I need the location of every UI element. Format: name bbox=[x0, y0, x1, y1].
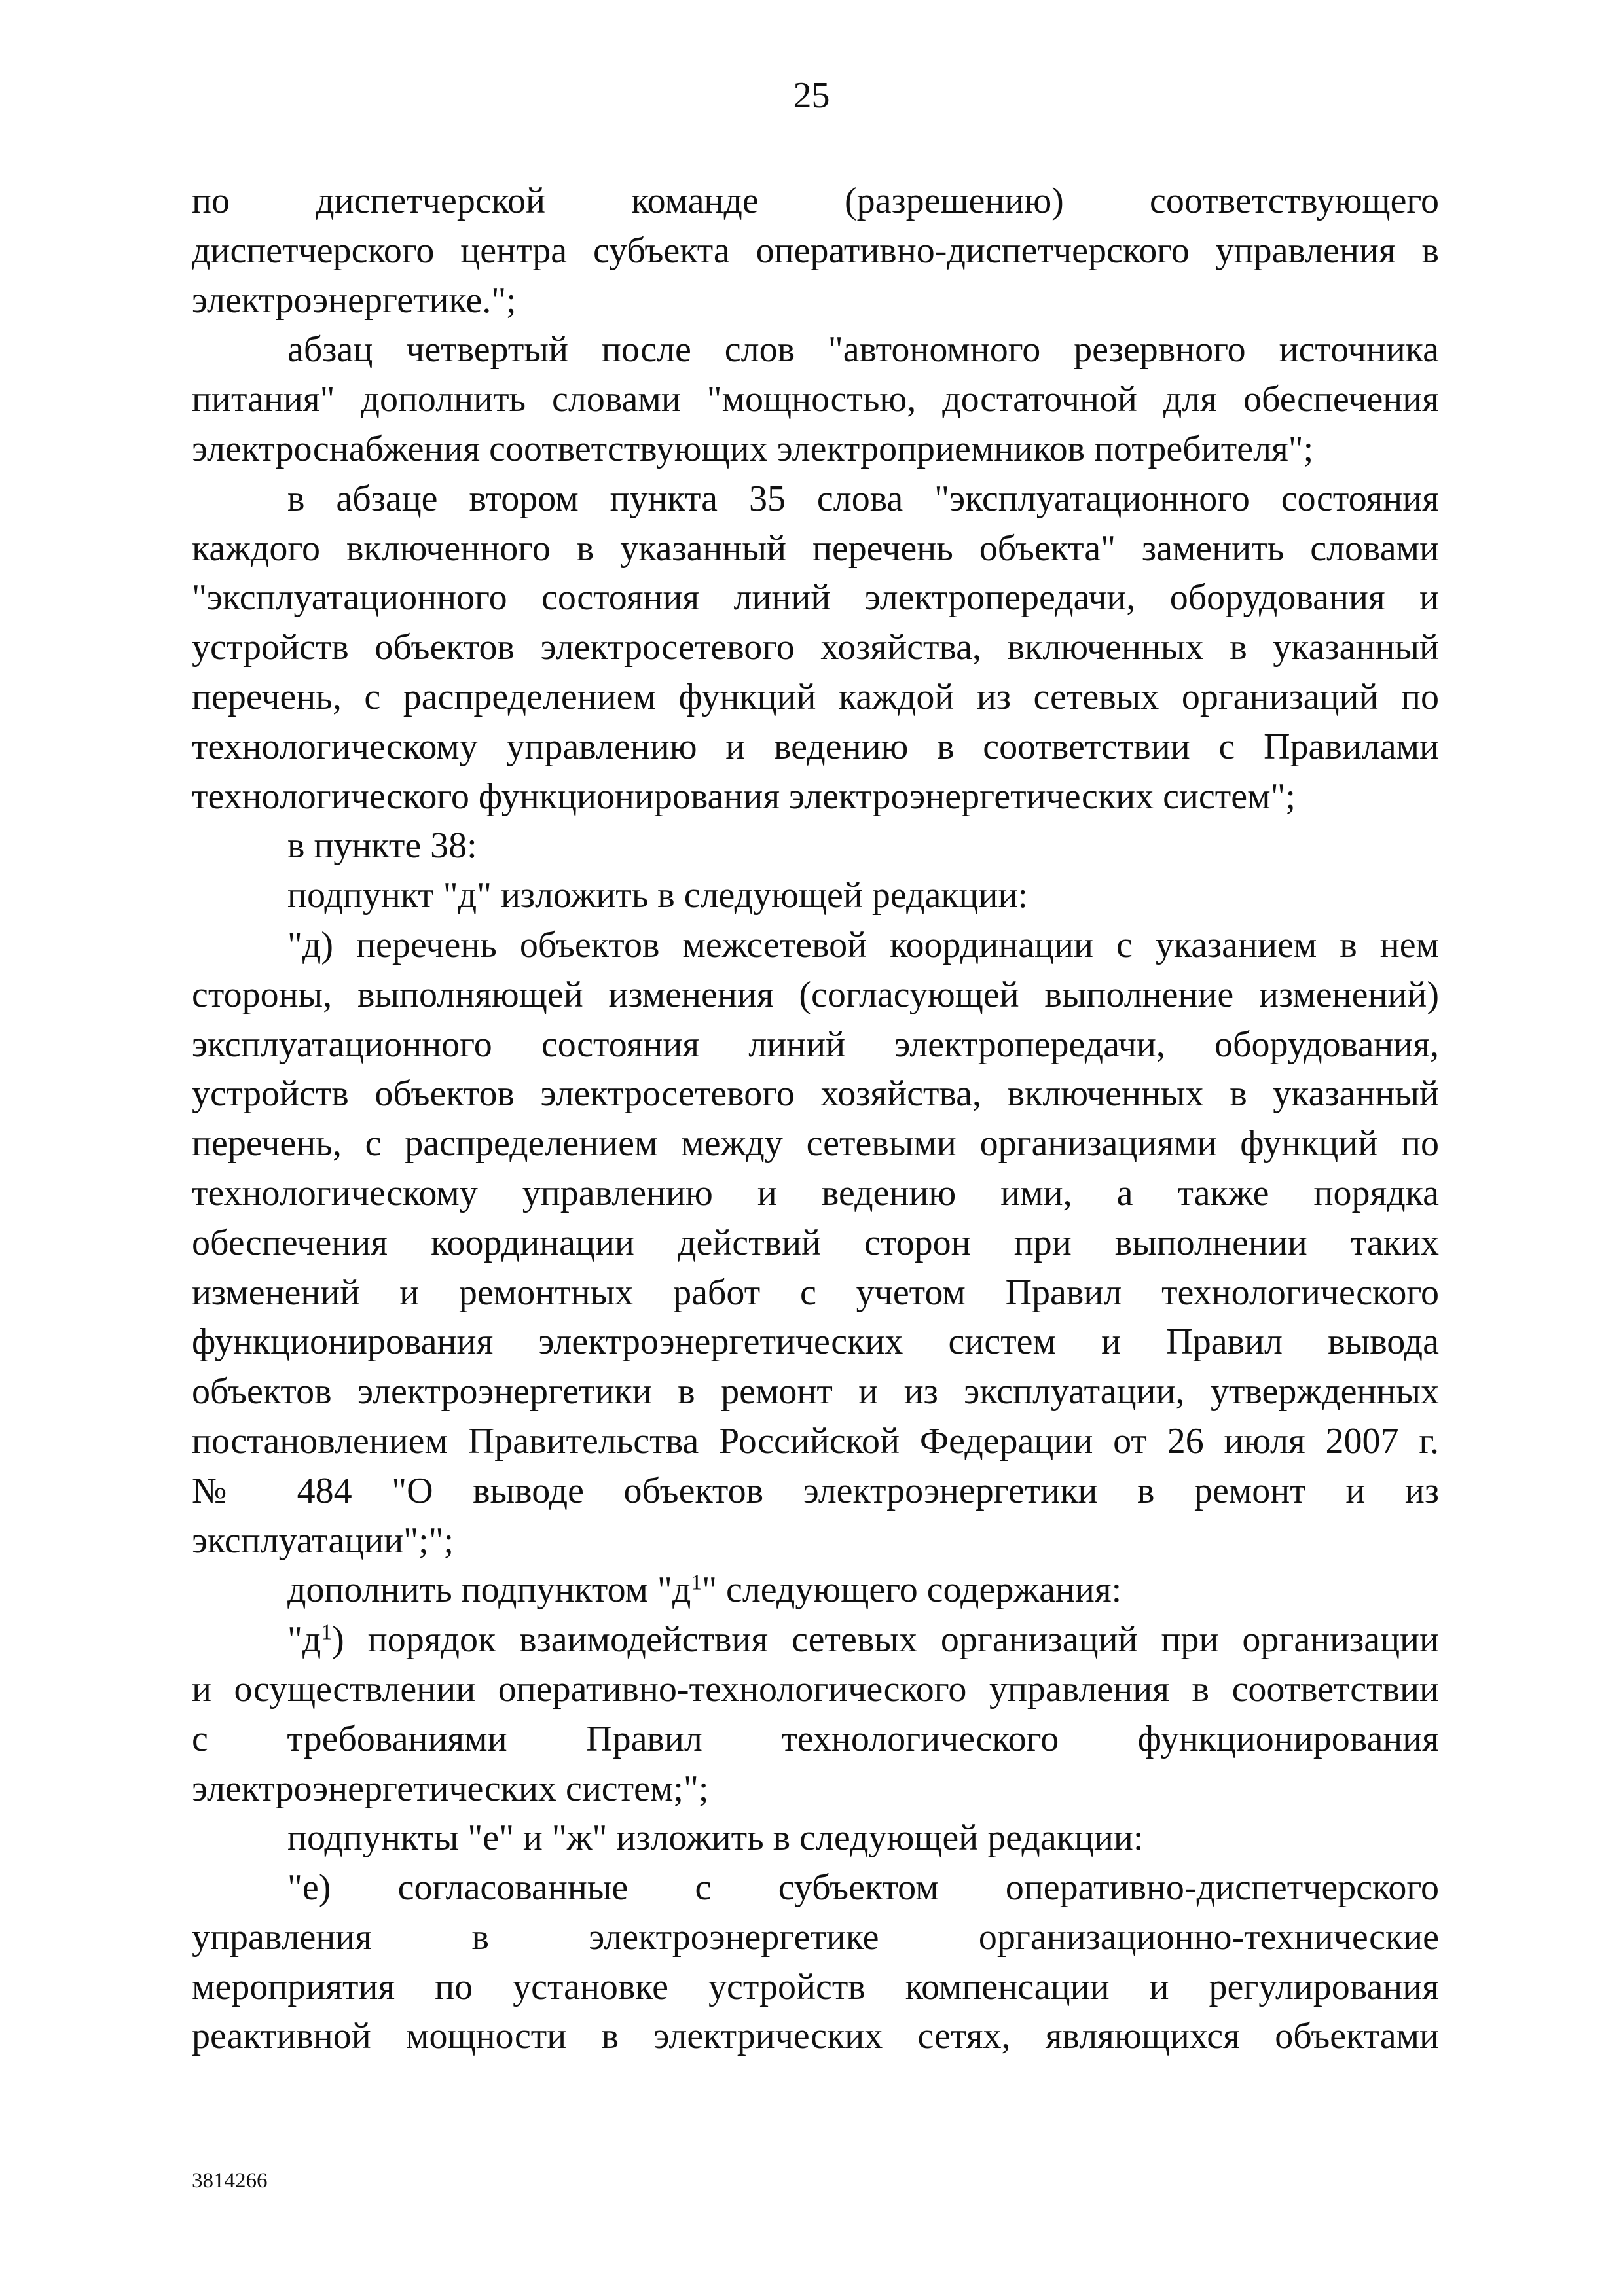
text-line: каждого включенного в указанный перечень объекта" заменить словами bbox=[192, 528, 1439, 569]
superscript: 1 bbox=[691, 1570, 702, 1595]
text-line: технологического функционирования электроэнергетических систем"; bbox=[192, 776, 1296, 817]
text-fragment: "д bbox=[287, 1619, 321, 1660]
text-line: обеспечения координации действий сторон при выполнении таких bbox=[192, 1222, 1439, 1263]
paragraph-start-line: в абзаце втором пункта 35 слова "эксплуатационного состояния bbox=[287, 478, 1439, 519]
text-line: реактивной мощности в электрических сетях, являющихся объектами bbox=[192, 2016, 1439, 2057]
text-line: эксплуатации";"; bbox=[192, 1520, 454, 1561]
paragraph-start-line: "д) перечень объектов межсетевой координации с указанием в нем bbox=[287, 924, 1439, 965]
document-body bbox=[192, 177, 1439, 2062]
text-fragment: дополнить подпунктом "д bbox=[287, 1570, 691, 1611]
text-line: устройств объектов электросетевого хозяйства, включенных в указанный bbox=[192, 1073, 1439, 1115]
text-line: перечень, с распределением функций каждой из сетевых организаций по bbox=[192, 676, 1439, 717]
text-line: объектов электроэнергетики в ремонт и из эксплуатации, утвержденных bbox=[192, 1371, 1439, 1412]
text-line: мероприятия по установке устройств компенсации и регулирования bbox=[192, 1966, 1439, 2007]
text-line: стороны, выполняющей изменения (согласующей выполнение изменений) bbox=[192, 974, 1439, 1015]
text-line: электроэнергетических систем;"; bbox=[192, 1768, 709, 1809]
text-line: устройств объектов электросетевого хозяйства, включенных в указанный bbox=[192, 627, 1439, 668]
text-line: постановлением Правительства Российской Федерации от 26 июля 2007 г. bbox=[192, 1420, 1439, 1462]
paragraph-start-line: абзац четвертый после слов "автономного резервного источника bbox=[287, 329, 1439, 370]
paragraph-start-line: в пункте 38: bbox=[287, 825, 477, 867]
text-line: изменений и ремонтных работ с учетом Правил технологического bbox=[192, 1272, 1439, 1313]
document-code: 3814266 bbox=[192, 2169, 268, 2193]
text-line: функционирования электроэнергетических систем и Правил вывода bbox=[192, 1321, 1439, 1363]
text-line: с требованиями Правил технологического функционирования bbox=[192, 1718, 1439, 1759]
text-line: "эксплуатационного состояния линий электропередачи, оборудования и bbox=[192, 577, 1439, 619]
text-line: диспетчерского центра субъекта оперативно-диспетчерского управления в bbox=[192, 230, 1439, 271]
paragraph-start-line: подпункт "д" изложить в следующей редакции: bbox=[287, 875, 1029, 916]
paragraph-start-line: подпункты "е" и "ж" изложить в следующей редакции: bbox=[287, 1818, 1144, 1859]
superscript: 1 bbox=[321, 1620, 333, 1645]
paragraph-start-line: "е) согласованные с субъектом оперативно-диспетчерского bbox=[287, 1867, 1439, 1909]
paragraph-start-line bbox=[192, 1566, 1439, 1615]
page-number: 25 bbox=[793, 75, 830, 116]
text-line: электроснабжения соответствующих электроприемников потребителя"; bbox=[192, 428, 1314, 469]
text-fragment: ) порядок взаимодействия сетевых организаций при организации bbox=[332, 1619, 1439, 1660]
paragraph-start-line bbox=[192, 1615, 1439, 1665]
text-line: электроэнергетике."; bbox=[192, 279, 517, 321]
text-line: № 484 "О выводе объектов электроэнергетики в ремонт и из bbox=[192, 1470, 1439, 1511]
text-line: управления в электроэнергетике организационно-технические bbox=[192, 1916, 1439, 1958]
text-line: и осуществлении оперативно-технологического управления в соответствии bbox=[192, 1668, 1439, 1710]
text-line: перечень, с распределением между сетевыми организациями функций по bbox=[192, 1123, 1439, 1164]
text-line: технологическому управлению и ведению в соответствии с Правилами bbox=[192, 726, 1439, 767]
text-line: питания" дополнить словами "мощностью, достаточной для обеспечения bbox=[192, 379, 1439, 420]
text-line: по диспетчерской команде (разрешению) соответствующего bbox=[192, 181, 1439, 221]
text-line: технологическому управлению и ведению ими, а также порядка bbox=[192, 1172, 1439, 1213]
text-fragment: " следующего содержания: bbox=[702, 1570, 1122, 1611]
text-line: эксплуатационного состояния линий электропередачи, оборудования, bbox=[192, 1024, 1439, 1065]
